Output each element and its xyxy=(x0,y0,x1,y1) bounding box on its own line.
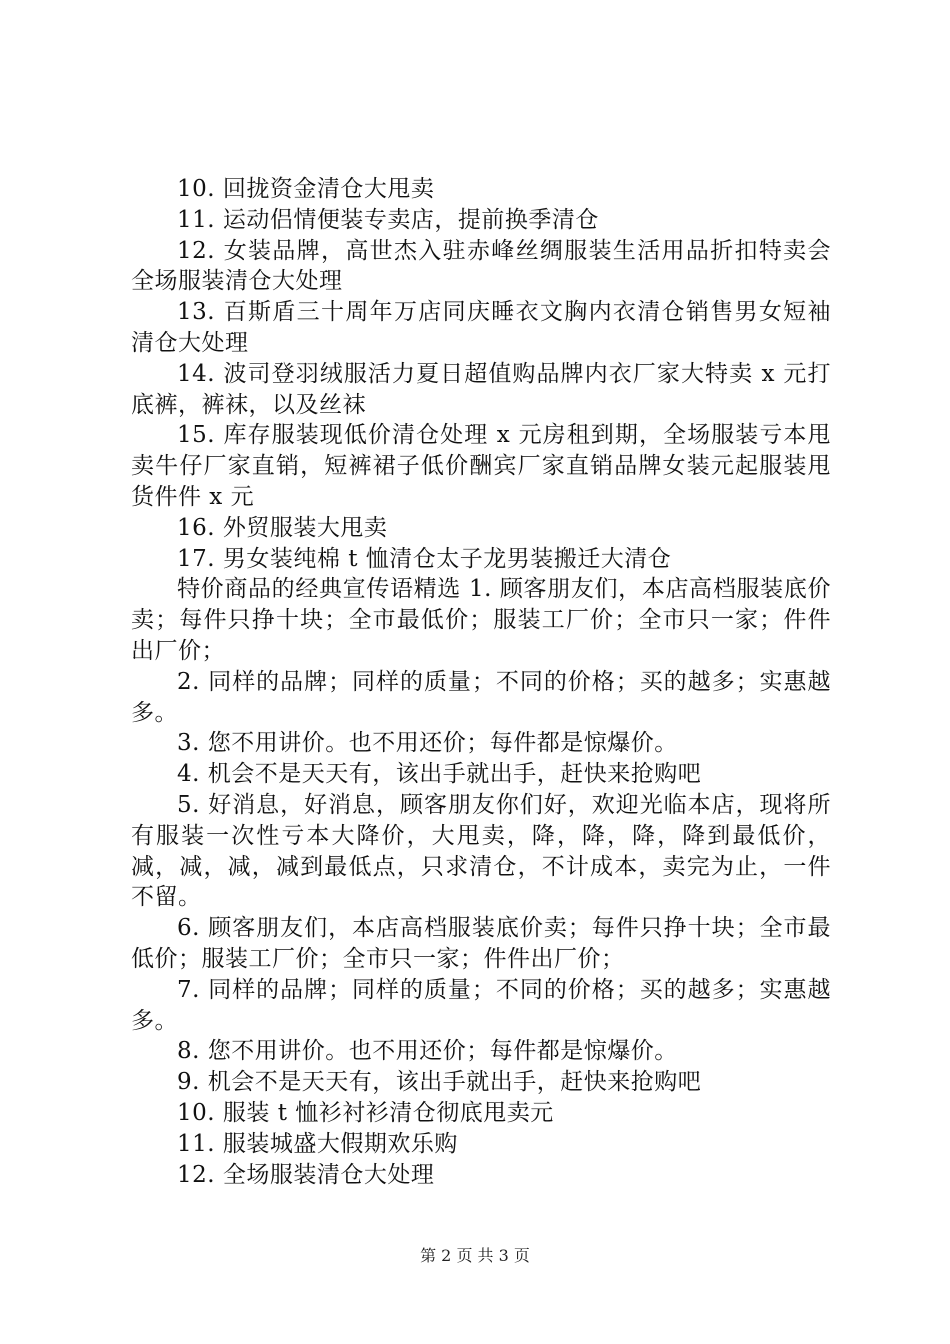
paragraph: 3. 您不用讲价。也不用还价；每件都是惊爆价。 xyxy=(177,730,678,757)
paragraph: 11. 运动侣情便装专卖店，提前换季清仓 xyxy=(177,206,599,233)
page-footer xyxy=(0,1246,950,1266)
paragraph: 6. 顾客朋友们，本店高档服装底价卖；每件只挣十块；全市最低价；服装工厂价；全市只一家；件件出厂价； xyxy=(131,915,831,972)
paragraph: 7. 同样的品牌；同样的质量；不同的价格；买的越多；实惠越多。 xyxy=(131,976,831,1034)
document-body xyxy=(131,174,831,1190)
paragraph: 16. 外贸服装大甩卖 xyxy=(177,514,388,541)
paragraph: 10. 回拢资金清仓大甩卖 xyxy=(177,176,435,202)
paragraph: 特价商品的经典宣传语精选 1. 顾客朋友们，本店高档服装底价卖；每件只挣十块；全市最低价；服装工厂价；全市只一家；件件出厂价； xyxy=(131,576,831,664)
page-number-label: 第 2 页 共 3 页 xyxy=(420,1246,530,1265)
paragraph: 17. 男女装纯棉 t 恤清仓太子龙男装搬迁大清仓 xyxy=(177,545,672,572)
paragraph: 12. 女装品牌，高世杰入驻赤峰丝绸服装生活用品折扣特卖会全场服装清仓大处理 xyxy=(131,237,831,295)
paragraph: 15. 库存服装现低价清仓处理 x 元房租到期，全场服装亏本甩卖牛仔厂家直销，短裤裙子低价酬宾厂家直销品牌女装元起服装甩货件件 x 元 xyxy=(131,422,831,510)
paragraph: 11. 服装城盛大假期欢乐购 xyxy=(177,1130,458,1157)
paragraph: 12. 全场服装清仓大处理 xyxy=(177,1161,435,1188)
paragraph: 13. 百斯盾三十周年万店同庆睡衣文胸内衣清仓销售男女短袖清仓大处理 xyxy=(131,299,831,356)
paragraph: 4. 机会不是天天有，该出手就出手，赶快来抢购吧 xyxy=(177,761,702,788)
paragraph: 2. 同样的品牌；同样的质量；不同的价格；买的越多；实惠越多。 xyxy=(131,668,831,726)
paragraph: 14. 波司登羽绒服活力夏日超值购品牌内衣厂家大特卖 x 元打底裤，裤袜，以及丝袜 xyxy=(131,360,831,418)
paragraph: 8. 您不用讲价。也不用还价；每件都是惊爆价。 xyxy=(177,1038,678,1065)
paragraph: 9. 机会不是天天有，该出手就出手，赶快来抢购吧 xyxy=(177,1069,702,1096)
paragraph: 10. 服装 t 恤衫衬衫清仓彻底甩卖元 xyxy=(177,1099,554,1126)
paragraph: 5. 好消息，好消息，顾客朋友你们好，欢迎光临本店，现将所有服装一次性亏本大降价，大甩卖，降，降，降，降到最低价，减，减，减，减到最低点，只求清仓，不计成本，卖完为止，一件不留。 xyxy=(131,791,831,911)
